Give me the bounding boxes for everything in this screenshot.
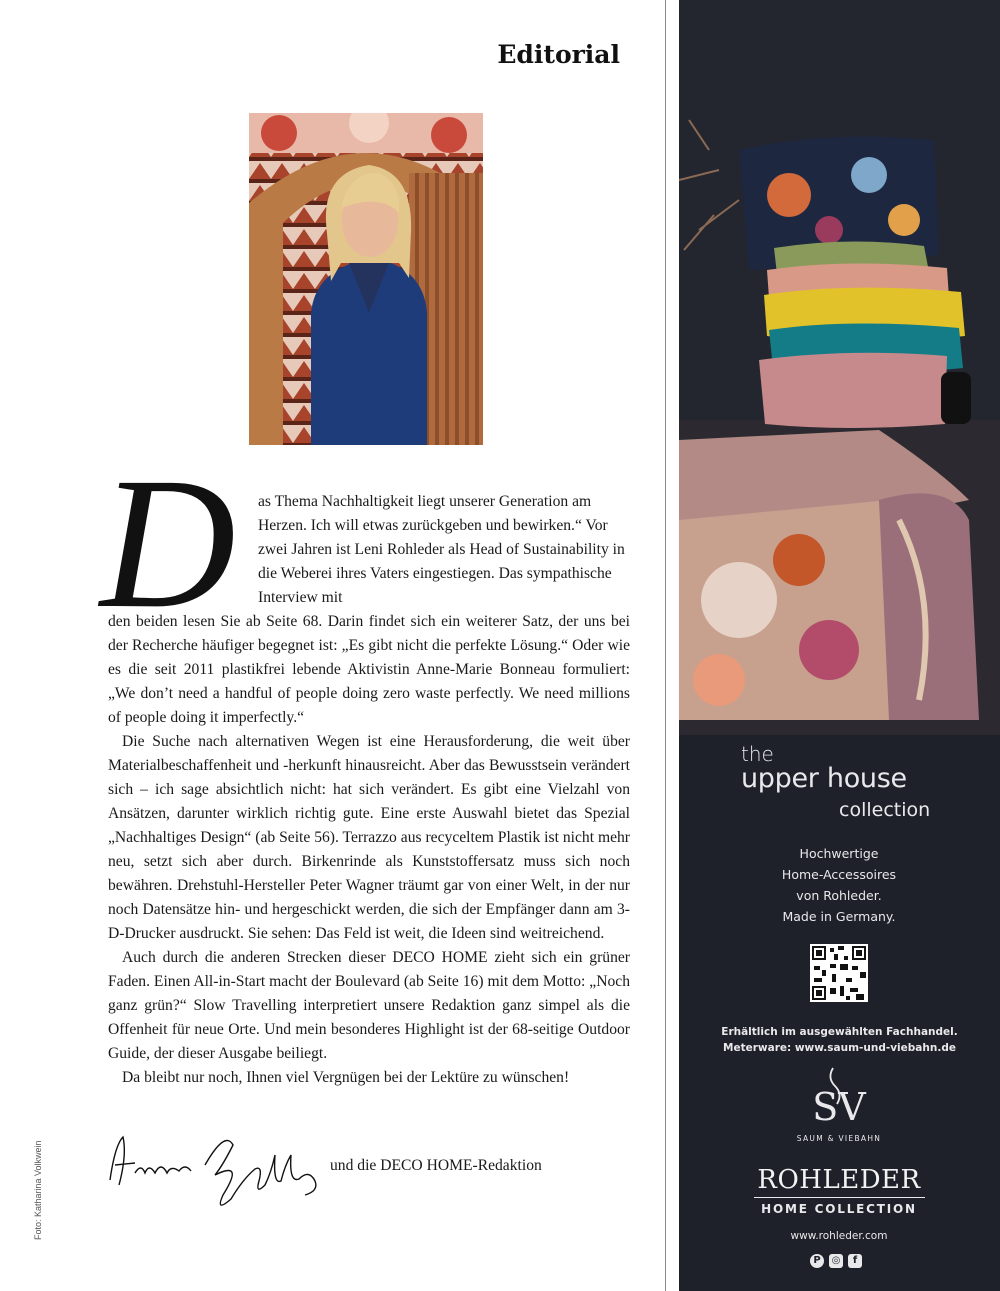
tagline-line: von Rohleder. (796, 888, 882, 903)
drop-cap: D (100, 438, 236, 647)
availability-line[interactable]: Meterware: www.saum-und-viebahn.de (723, 1042, 956, 1054)
page-divider (665, 0, 666, 1291)
paragraph: Die Suche nach alternativen Wegen ist eine Herausforderung, die weit über Materialbeschaffenheit und -herkunft hinausreicht. Aber das Bewusstsein verändert sich – ich sage absichtlich nicht: hat sich verändert. Es gibt eine Vielzahl von Ansätzen, darunter wirklich richtig gute. Eine erste Auswahl bietet das Spezial „Nachhaltiges Design“ (ab Seite 56). Terrazzo aus recyceltem Plastik ist nicht mehr neu, setzt sich aber durch. Birkenrinde als Kunststoffersatz muss sich noch bewähren. Drehstuhl-Hersteller Peter Wagner träumt gar von einer Welt, in der nur noch Datensätze hin- und hergeschickt werden, die sich der Empfänger dann am 3-D-Drucker ausdruckt. Sie sehen: Das Feld ist weit, die Ideen sind weitreichend. (108, 733, 630, 942)
brand-subtitle: HOME COLLECTION (761, 1202, 917, 1216)
tagline-line: Made in Germany. (782, 909, 896, 924)
saum-viebahn-logo (789, 1064, 889, 1126)
lead-paragraph: as Thema Nachhaltigkeit liegt unserer Generation am Herzen. Ich will etwas zurückgeben und bewirken.“ Vor zwei Jahren ist Leni Rohleder als Head of Sustainability in die Weberei ihres Vaters eingestiegen. Das sympathische Interview mit (258, 493, 625, 606)
instagram-icon[interactable]: ◎ (829, 1254, 843, 1268)
availability-line: Erhältlich im ausgewählten Fachhandel. (721, 1026, 958, 1038)
paragraph: Auch durch die anderen Strecken dieser DECO HOME zieht sich ein grüner Faden. Einen All-in-Start macht der Boulevard (ab Seite 16) mit dem Motto: „Noch ganz grün?“ Slow Travelling interpretiert unsere Redaktion ganz simpel als die Offenheit für neue Orte. Und mein besonderes Highlight ist der 68-seitige Outdoor Guide, der dieser Ausgabe beiliegt. (108, 949, 630, 1062)
ad-collection-word: collection (839, 799, 931, 821)
ad-collection-name: upper house (741, 763, 907, 794)
brand-underline (754, 1197, 925, 1198)
ad-tagline (719, 843, 959, 927)
social-icons (810, 1254, 862, 1268)
photo-credit: Foto: Katharina Volkwein (33, 1140, 43, 1240)
tagline-line: Home-Accessoires (781, 867, 897, 882)
ad-the: the (741, 742, 774, 766)
facebook-icon[interactable]: f (848, 1254, 862, 1268)
website-link[interactable]: www.rohleder.com (790, 1230, 888, 1242)
advertisement (679, 0, 1000, 1291)
closing-line: und die DECO HOME-Redaktion (330, 1157, 542, 1174)
saum-viebahn-text: SAUM & VIEBAHN (796, 1134, 882, 1143)
editor-signature (105, 1125, 325, 1217)
paragraph: den beiden lesen Sie ab Seite 68. Darin findet sich ein weiterer Satz, der uns bei der Recherche häufiger begegnet ist: „Es gibt nicht die perfekte Lösung.“ Oder wie es die seit 2011 plastikfrei lebende Aktivistin Anne-Marie Bonneau formuliert: „We don’t need a handful of people doing zero waste perfectly. We need millions of people doing it imperfectly.“ (108, 613, 630, 726)
tagline-line: Hochwertige (799, 846, 879, 861)
pinterest-icon[interactable]: P (810, 1254, 824, 1268)
availability-note (699, 1024, 980, 1056)
sv-logo-letters: SV (812, 1085, 866, 1126)
paragraph: Da bleibt nur noch, Ihnen viel Vergnügen bei der Lektüre zu wünschen! (122, 1069, 570, 1086)
brand-name: ROHLEDER (757, 1165, 921, 1195)
section-title: Editorial (497, 40, 620, 69)
article-body (108, 610, 630, 1090)
qr-code[interactable] (810, 944, 868, 1002)
editor-portrait (249, 113, 483, 445)
cushion-photo (679, 0, 1000, 735)
